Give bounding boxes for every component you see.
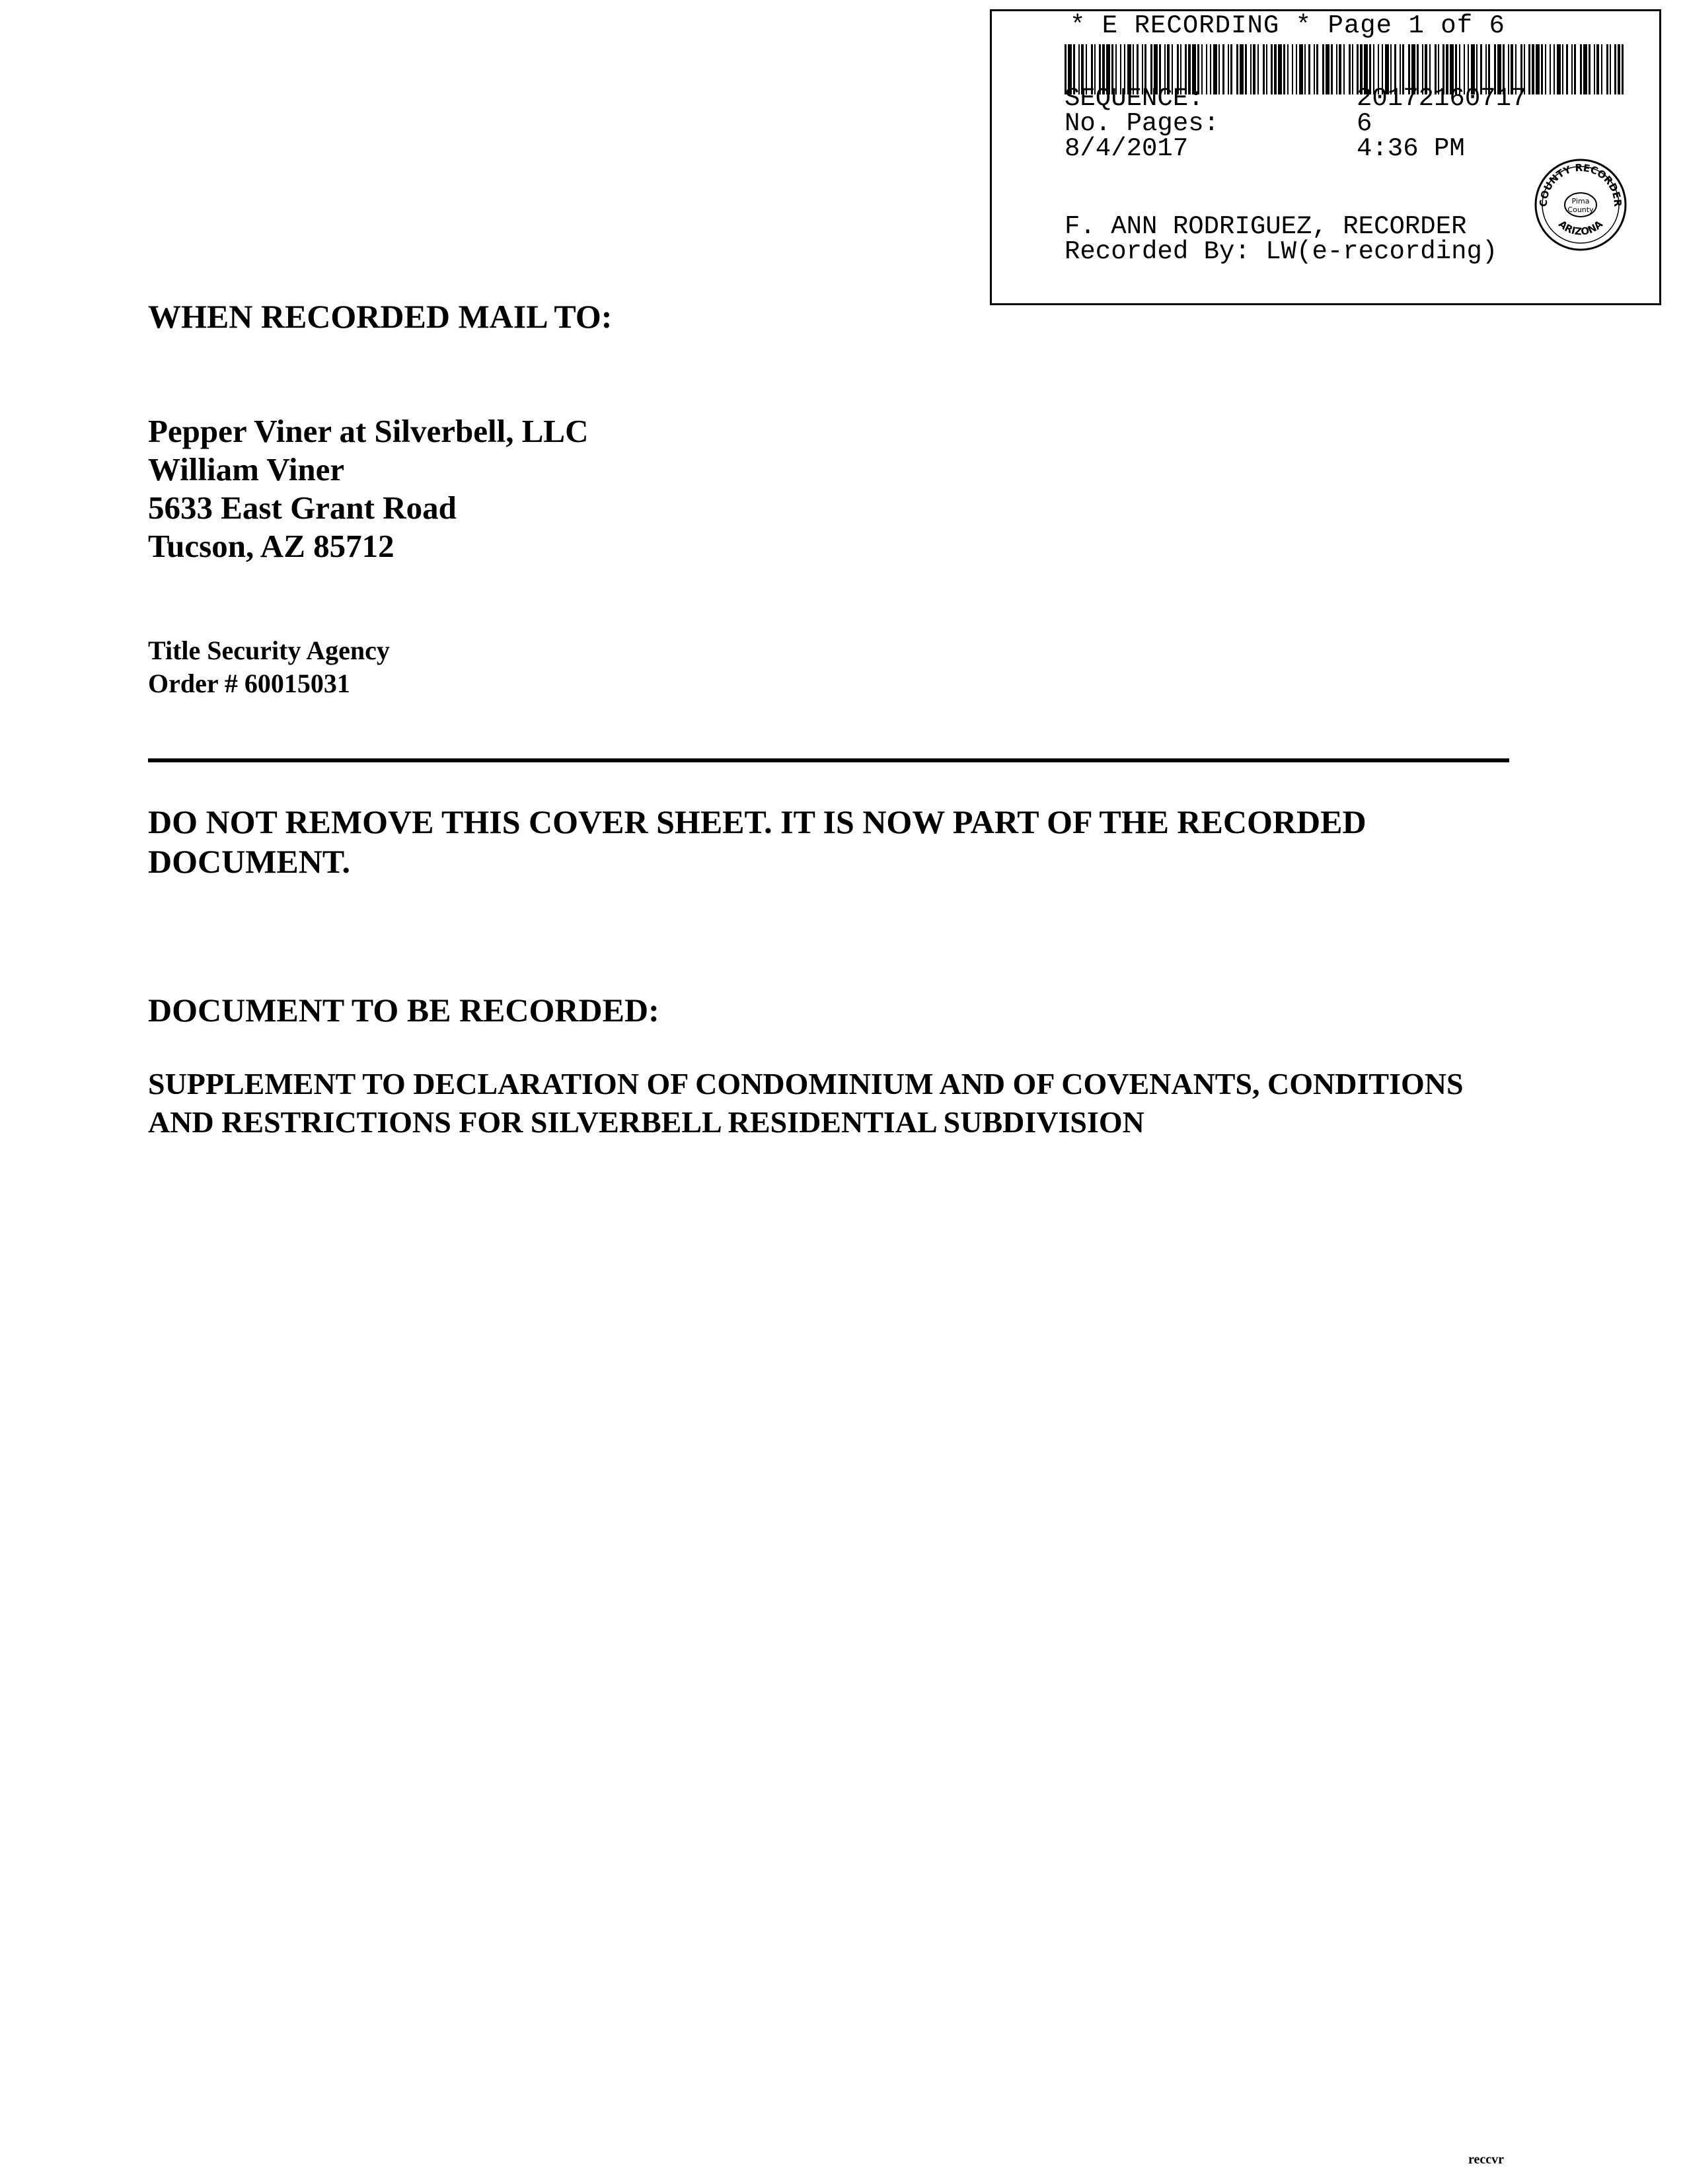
barcode-bar — [1574, 44, 1576, 94]
barcode-bar — [1326, 44, 1329, 94]
barcode-bar — [1545, 44, 1546, 94]
document-heading: DOCUMENT TO BE RECORDED: — [148, 992, 659, 1029]
mail-to-line-3: 5633 East Grant Road — [148, 490, 457, 526]
barcode-bar — [1245, 44, 1247, 94]
barcode-bar — [1594, 44, 1595, 94]
barcode-bar — [1253, 44, 1255, 94]
seal-center-text-2: County — [1567, 205, 1594, 214]
barcode-bar — [1550, 44, 1551, 94]
barcode-bar — [1287, 44, 1289, 94]
stamp-header: * E RECORDING * Page 1 of 6 — [1070, 11, 1505, 40]
document-title — [148, 1065, 1464, 1142]
cover-sheet-notice — [148, 802, 1367, 881]
barcode-bar — [1606, 44, 1608, 94]
barcode-bar — [1236, 44, 1238, 94]
barcode-bar — [1314, 44, 1315, 94]
title-agency-name: Title Security Agency — [148, 636, 390, 665]
barcode-bar — [1296, 44, 1297, 94]
recorder-name: F. ANN RODRIGUEZ, RECORDER — [1065, 212, 1467, 241]
barcode-bar — [1618, 44, 1620, 94]
barcode-bar — [1206, 44, 1207, 94]
record-date: 8/4/2017 — [1065, 134, 1189, 163]
pages-value: 6 — [1357, 109, 1372, 138]
barcode-bar — [1271, 44, 1273, 94]
barcode-bar — [1352, 44, 1353, 94]
barcode-bar — [1308, 44, 1310, 94]
barcode-bar — [1230, 44, 1232, 94]
recorded-by: Recorded By: LW(e-recording) — [1065, 237, 1498, 266]
barcode-bar — [1240, 44, 1244, 94]
barcode-bar — [1541, 44, 1543, 94]
barcode-bar — [1228, 44, 1229, 94]
barcode-bar — [1601, 44, 1602, 94]
notice-line-1: DO NOT REMOVE THIS COVER SHEET. IT IS NOW PART OF THE RECORDED — [148, 803, 1367, 840]
county-seal-icon — [1532, 157, 1629, 253]
barcode-bar — [1554, 44, 1555, 94]
mail-to-line-1: Pepper Viner at Silverbell, LLC — [148, 413, 589, 449]
barcode-bar — [1210, 44, 1211, 94]
barcode-bar — [1614, 44, 1616, 94]
seal-center-text-1: Pima — [1571, 197, 1590, 205]
mail-to-line-2: William Viner — [148, 451, 345, 488]
barcode-bar — [1571, 44, 1573, 94]
sequence-label: SEQUENCE: — [1065, 84, 1204, 113]
barcode-bar — [1349, 44, 1351, 94]
barcode-bar — [1589, 44, 1591, 94]
barcode-bar — [1596, 44, 1599, 94]
mail-to-line-4: Tucson, AZ 85712 — [148, 528, 394, 564]
barcode-bar — [1566, 44, 1568, 94]
barcode-bar — [1222, 44, 1224, 94]
barcode-bar — [1213, 44, 1217, 94]
svg-text:ARIZONA — [1556, 218, 1605, 238]
barcode-bar — [1283, 44, 1285, 94]
barcode-bar — [1562, 44, 1563, 94]
recording-stamp — [990, 9, 1661, 305]
document-title-line-2: AND RESTRICTIONS FOR SILVERBELL RESIDENTIAL SUBDIVISION — [148, 1105, 1144, 1139]
notice-line-2: DOCUMENT. — [148, 843, 351, 880]
mail-to-heading: WHEN RECORDED MAIL TO: — [148, 298, 613, 335]
footer-form-code: reccvr — [1468, 2152, 1505, 2167]
barcode-bar — [1218, 44, 1220, 94]
divider-rule — [148, 758, 1509, 762]
barcode-bar — [1610, 44, 1611, 94]
barcode-bar — [1257, 44, 1259, 94]
barcode-bar — [1322, 44, 1324, 94]
document-title-line-1: SUPPLEMENT TO DECLARATION OF CONDOMINIUM AND OF COVENANTS, CONDITIONS — [148, 1067, 1464, 1101]
barcode-bar — [1580, 44, 1582, 94]
barcode-bar — [1299, 44, 1303, 94]
title-agency-order: Order # 60015031 — [148, 669, 350, 698]
barcode-bar — [1532, 44, 1534, 94]
barcode-bar — [1278, 44, 1282, 94]
sequence-value: 20172160717 — [1357, 84, 1527, 113]
barcode-bar — [1336, 44, 1337, 94]
barcode-bar — [1536, 44, 1540, 94]
barcode-bar — [1266, 44, 1267, 94]
barcode-bar — [1316, 44, 1318, 94]
barcode-bar — [1528, 44, 1530, 94]
seal-top-text: COUNTY RECORDER — [1537, 161, 1624, 207]
barcode-bar — [1250, 44, 1252, 94]
pages-label: No. Pages: — [1065, 109, 1220, 138]
barcode-bar — [1583, 44, 1587, 94]
barcode-bar — [1622, 44, 1624, 94]
barcode-bar — [1339, 44, 1341, 94]
barcode-bar — [1557, 44, 1561, 94]
record-time: 4:36 PM — [1357, 134, 1465, 163]
barcode-bar — [1292, 44, 1293, 94]
barcode-bar — [1331, 44, 1333, 94]
barcode-bar — [1343, 44, 1345, 94]
barcode-bar — [1274, 44, 1277, 94]
barcode-bar — [1263, 44, 1265, 94]
barcode-bar — [1304, 44, 1306, 94]
seal-bottom-text: ARIZONA — [1556, 218, 1605, 238]
